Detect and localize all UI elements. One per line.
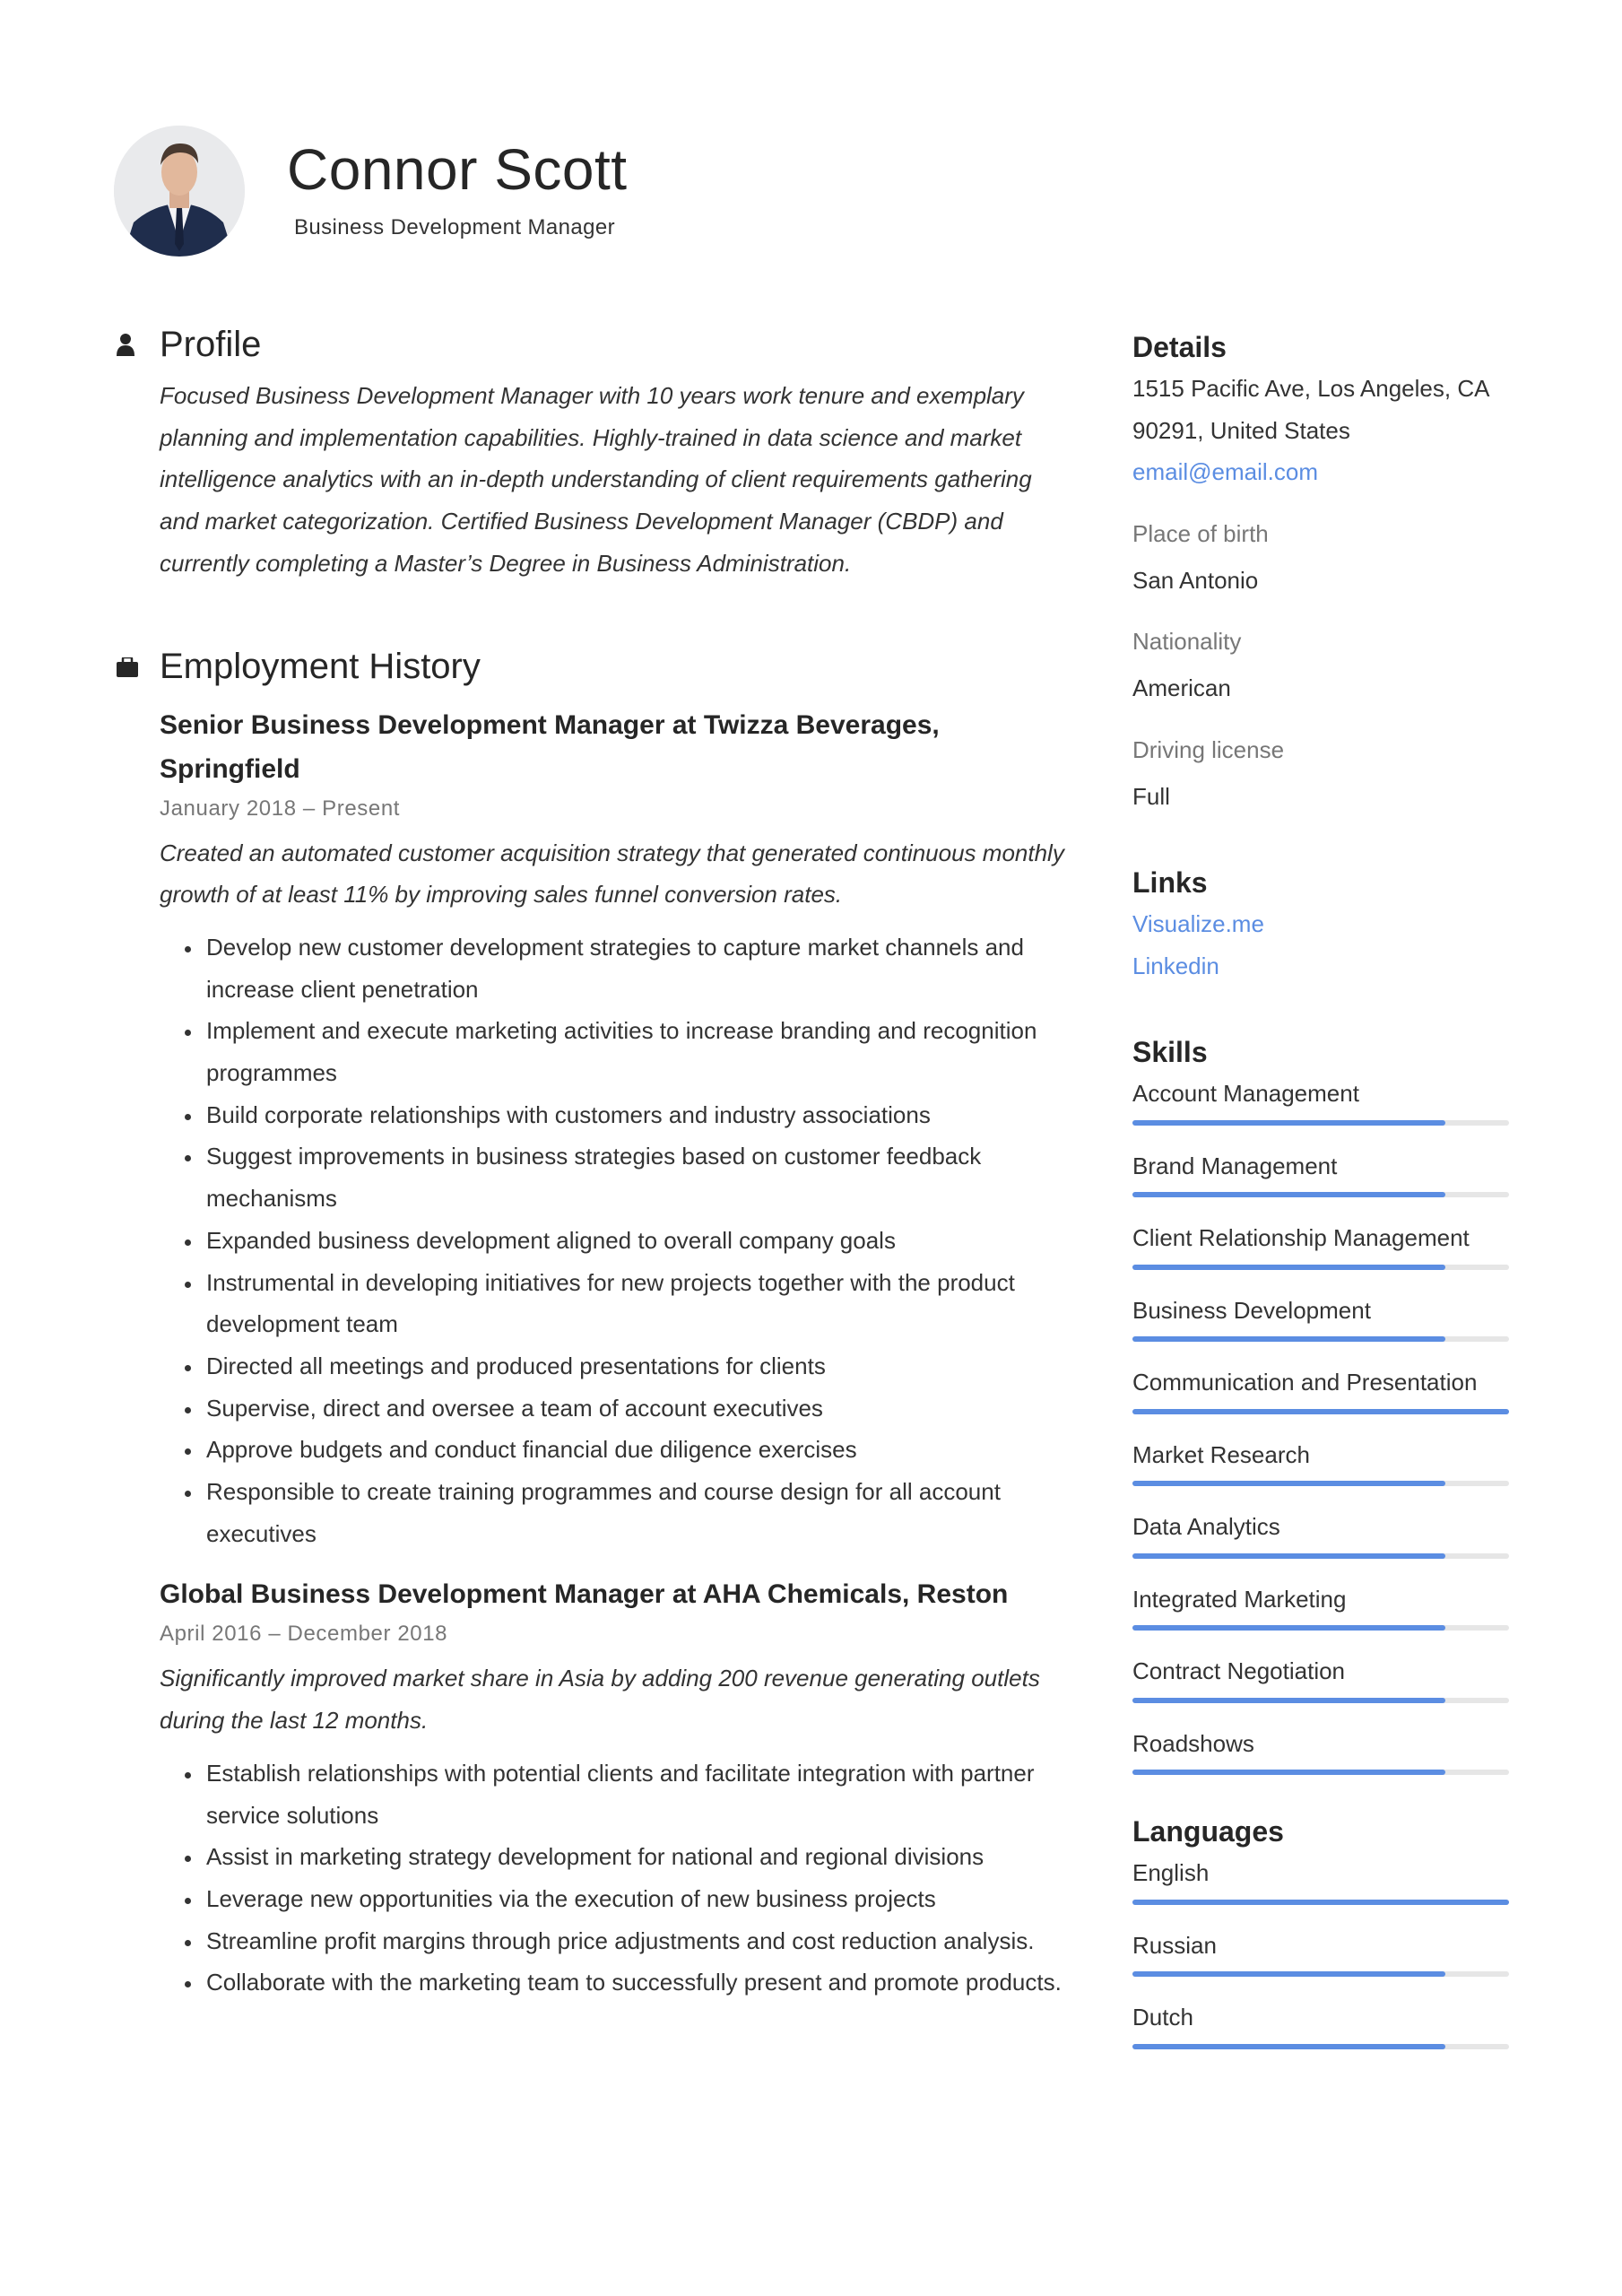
skill-level-bar bbox=[1132, 1770, 1509, 1775]
skill-item bbox=[1132, 1361, 1518, 1414]
skill-level-bar bbox=[1132, 1900, 1509, 1905]
person-photo-icon bbox=[114, 126, 245, 257]
detail-value: San Antonio bbox=[1132, 566, 1259, 594]
skill-level-fill bbox=[1132, 1625, 1445, 1631]
skill-name: Contract Negotiation bbox=[1132, 1657, 1346, 1684]
job-bullet: • Collaborate with the marketing team to successfully present and promote products. bbox=[203, 1961, 1067, 2004]
profile-heading: Profile bbox=[160, 324, 262, 364]
skill-item bbox=[1132, 1073, 1518, 1126]
job-entry-dates: April 2016 – December 2018 bbox=[160, 1622, 448, 1647]
job-bullet: • Establish relationships with potential clients and facilitate integration with partner service solutions bbox=[203, 1752, 1067, 1836]
skill-name: Business Development bbox=[1132, 1296, 1371, 1324]
job-bullet: • Streamline profit margins through price adjustments and cost reduction analysis. bbox=[203, 1920, 1067, 1962]
job-bullets bbox=[160, 1752, 1067, 2004]
employment-heading: Employment History bbox=[160, 647, 481, 687]
skill-level-fill bbox=[1132, 1265, 1445, 1270]
briefcase-icon bbox=[117, 657, 160, 677]
job-bullet: • Instrumental in developing initiatives for new projects together with the product development team bbox=[203, 1262, 1067, 1345]
skill-name: Account Management bbox=[1132, 1080, 1359, 1107]
languages-list bbox=[1132, 1852, 1518, 2049]
avatar bbox=[114, 126, 245, 257]
skill-item bbox=[1132, 1217, 1518, 1270]
job-entry bbox=[160, 703, 1067, 1555]
job-bullet: • Leverage new opportunities via the execution of new business projects bbox=[203, 1878, 1067, 1920]
job-title: Business Development Manager bbox=[294, 215, 616, 239]
language-item bbox=[1132, 1925, 1518, 1978]
job-entry-title: Global Business Development Manager at AHA Chemicals, Reston bbox=[160, 1579, 1009, 1610]
skill-level-bar bbox=[1132, 1409, 1509, 1414]
profile-text: Focused Business Development Manager with 10 years work tenure and exemplary planning and implementation capabilities. Highly-trained in data science and market intelligence analytics with an in-depth understanding of client requirements gathering and market categorization. Certified Business Development Manager (CBDP) and currently completing a Master’s Degree in Business Administration. bbox=[160, 382, 1032, 577]
job-bullet: • Directed all meetings and produced presentations for clients bbox=[203, 1345, 1067, 1387]
skills-list bbox=[1132, 1073, 1518, 1775]
skill-name: Market Research bbox=[1132, 1440, 1310, 1468]
links-heading: Links bbox=[1132, 866, 1208, 899]
skill-item bbox=[1132, 1145, 1518, 1198]
skill-level-bar bbox=[1132, 1336, 1509, 1342]
job-entry-summary: Significantly improved market share in Asia by adding 200 revenue generating outlets during the last 12 months. bbox=[160, 1665, 1040, 1735]
employment-section bbox=[117, 642, 1067, 2005]
language-item bbox=[1132, 1852, 1518, 1905]
skill-item bbox=[1132, 1650, 1518, 1703]
link-item[interactable]: Visualize.me bbox=[1132, 910, 1264, 937]
details-heading: Details bbox=[1132, 331, 1227, 363]
skill-item bbox=[1132, 1506, 1518, 1559]
details-fields bbox=[1132, 513, 1518, 818]
job-bullets bbox=[160, 926, 1067, 1555]
sidebar bbox=[1132, 326, 1518, 2069]
skill-level-fill bbox=[1132, 1900, 1509, 1905]
skill-level-bar bbox=[1132, 1481, 1509, 1486]
job-bullet: • Supervise, direct and oversee a team of account executives bbox=[203, 1387, 1067, 1430]
main-column bbox=[117, 319, 1067, 2004]
links-list bbox=[1132, 903, 1518, 987]
job-list bbox=[117, 703, 1067, 2005]
job-bullet: • Implement and execute marketing activities to increase branding and recognition programmes bbox=[203, 1010, 1067, 1093]
profile-section bbox=[117, 319, 1067, 585]
job-bullet: • Build corporate relationships with customers and industry associations bbox=[203, 1094, 1067, 1136]
skill-level-bar bbox=[1132, 1553, 1509, 1559]
skill-level-fill bbox=[1132, 1770, 1445, 1775]
skill-name: Russian bbox=[1132, 1931, 1217, 1959]
detail-value: Full bbox=[1132, 782, 1170, 810]
link-item[interactable]: Linkedin bbox=[1132, 952, 1219, 979]
skill-level-fill bbox=[1132, 1971, 1445, 1977]
skill-level-fill bbox=[1132, 1192, 1445, 1197]
job-bullet: • Develop new customer development strategies to capture market channels and increase client penetration bbox=[203, 926, 1067, 1010]
skill-name: Brand Management bbox=[1132, 1152, 1338, 1179]
skill-name: Communication and Presentation bbox=[1132, 1369, 1478, 1396]
skill-name: Client Relationship Management bbox=[1132, 1224, 1470, 1251]
skill-name: Integrated Marketing bbox=[1132, 1585, 1347, 1613]
skill-name: Data Analytics bbox=[1132, 1513, 1280, 1540]
job-bullet: • Suggest improvements in business strategies based on customer feedback mechanisms bbox=[203, 1135, 1067, 1219]
job-entry-summary: Created an automated customer acquisition strategy that generated continuous monthly growth of at least 11% by improving sales funnel conversion rates. bbox=[160, 839, 1064, 909]
skill-level-bar bbox=[1132, 1971, 1509, 1977]
skill-level-bar bbox=[1132, 1698, 1509, 1703]
detail-label: Nationality bbox=[1132, 628, 1242, 655]
skill-level-fill bbox=[1132, 1698, 1445, 1703]
skill-item bbox=[1132, 1578, 1518, 1631]
skill-level-fill bbox=[1132, 1409, 1509, 1414]
skill-level-bar bbox=[1132, 1192, 1509, 1197]
job-entry-dates: January 2018 – Present bbox=[160, 796, 401, 821]
person-icon bbox=[117, 333, 160, 356]
job-entry bbox=[160, 1572, 1067, 2004]
skill-level-fill bbox=[1132, 1120, 1445, 1126]
skill-item bbox=[1132, 1434, 1518, 1487]
job-bullet: • Assist in marketing strategy development for national and regional divisions bbox=[203, 1836, 1067, 1878]
skill-level-bar bbox=[1132, 1625, 1509, 1631]
skill-level-bar bbox=[1132, 1265, 1509, 1270]
skill-item bbox=[1132, 1290, 1518, 1343]
address-line2: 90291, United States bbox=[1132, 416, 1350, 444]
skill-name: English bbox=[1132, 1859, 1210, 1886]
detail-label: Driving license bbox=[1132, 735, 1285, 763]
job-bullet: • Expanded business development aligned to overall company goals bbox=[203, 1220, 1067, 1262]
skill-name: Dutch bbox=[1132, 2004, 1193, 2031]
skill-level-bar bbox=[1132, 1120, 1509, 1126]
skill-level-fill bbox=[1132, 2044, 1445, 2049]
skills-heading: Skills bbox=[1132, 1036, 1208, 1068]
skill-name: Roadshows bbox=[1132, 1729, 1254, 1757]
address-line1: 1515 Pacific Ave, Los Angeles, CA bbox=[1132, 375, 1490, 402]
skill-level-fill bbox=[1132, 1481, 1445, 1486]
language-item bbox=[1132, 1996, 1518, 2049]
job-bullet: • Responsible to create training programmes and course design for all account executives bbox=[203, 1471, 1067, 1554]
job-entry-title: Senior Business Development Manager at Twizza Beverages, Springfield bbox=[160, 709, 940, 784]
job-bullet: • Approve budgets and conduct financial due diligence exercises bbox=[203, 1429, 1067, 1471]
skill-level-fill bbox=[1132, 1553, 1445, 1559]
email-link[interactable]: email@email.com bbox=[1132, 458, 1318, 485]
detail-value: American bbox=[1132, 674, 1231, 701]
skill-level-bar bbox=[1132, 2044, 1509, 2049]
detail-label: Place of birth bbox=[1132, 519, 1269, 547]
skill-item bbox=[1132, 1723, 1518, 1776]
candidate-name: Connor Scott bbox=[287, 137, 628, 202]
languages-heading: Languages bbox=[1132, 1815, 1284, 1848]
skill-level-fill bbox=[1132, 1336, 1445, 1342]
